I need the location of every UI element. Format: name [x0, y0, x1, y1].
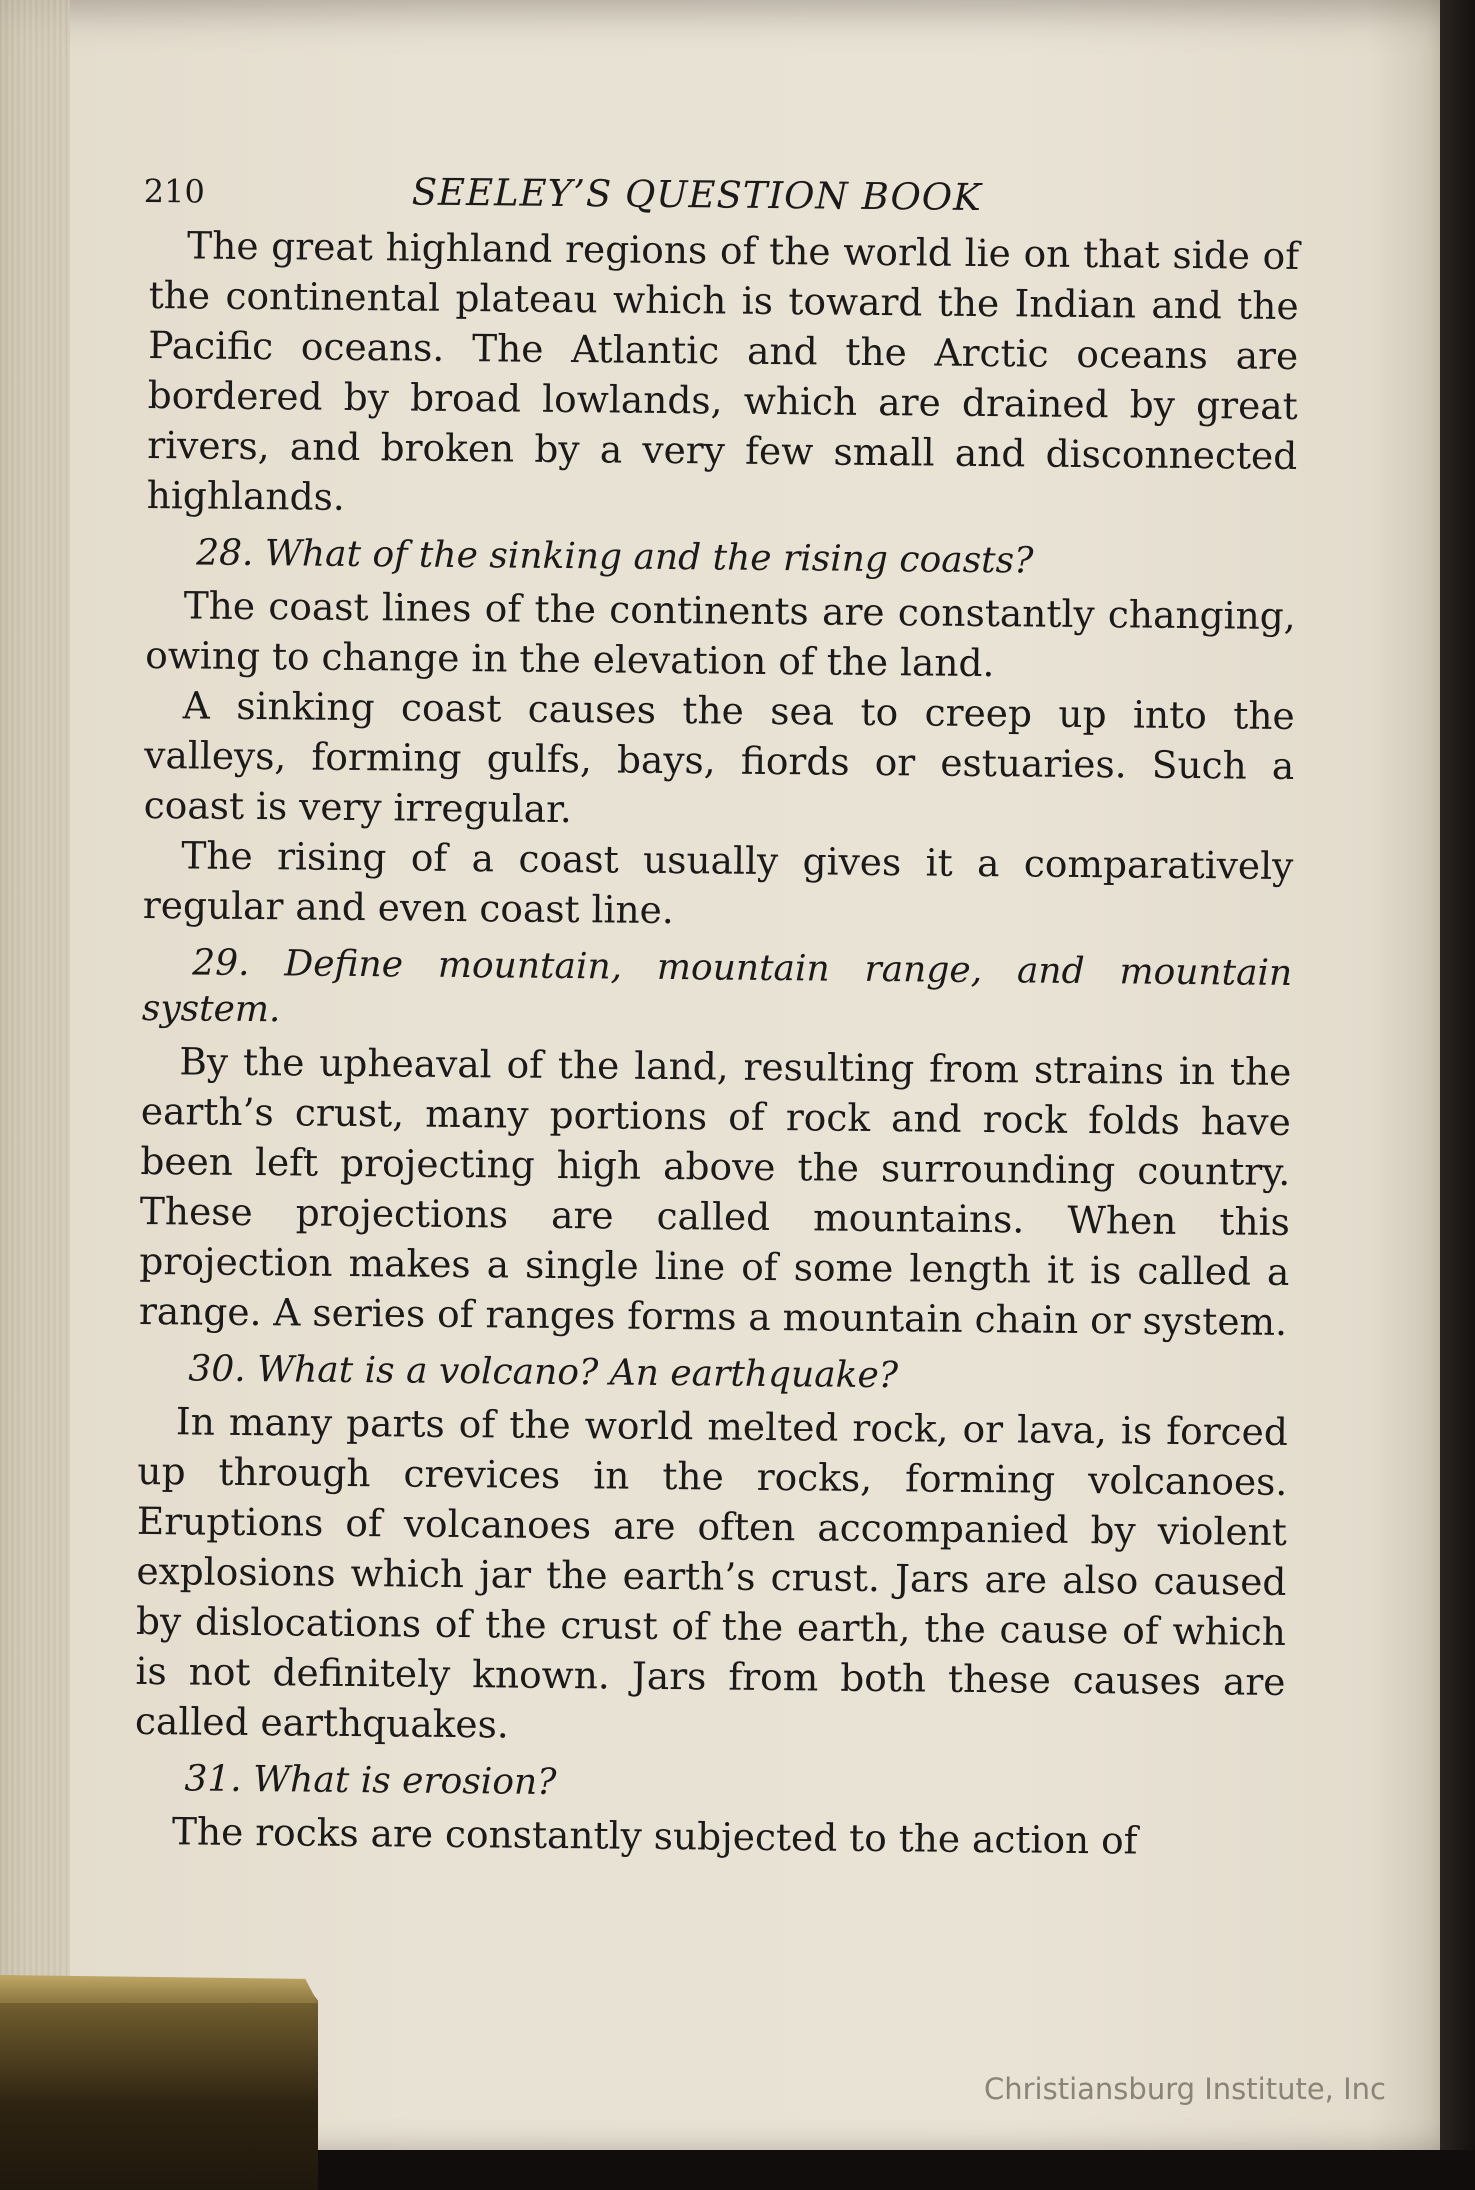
question-heading: 28. What of the sinking and the rising coasts? [196, 532, 1034, 582]
paragraph: The coast lines of the continents are constantly changing, owing to change in the elevation of the land. [145, 583, 1296, 686]
question-heading: 31. What is erosion? [184, 1758, 557, 1803]
question-heading: 29. Define mountain, mountain range, and mountain system. [141, 942, 1293, 1031]
wooden-block [0, 1975, 318, 2190]
page-header [143, 160, 1300, 231]
paragraph: By the upheaval of the land, resulting from strains in the earth’s crust, many portions of rock and rock folds have been left projecting high above the surrounding country. These projections are called mountains. When this projection makes a single line of some length it is called a range. A series of ranges forms a mountain chain or system. [138, 1039, 1292, 1344]
wooden-block-top [0, 1975, 318, 2003]
paragraph: The great highland regions of the world lie on that side of the continental plateau which is toward the Indian and the Pacific oceans. The Atlantic and the Arctic oceans are bordered by broad lowlands, which are drained by great rivers, and broken by a very few small and disconnected highlands. [146, 223, 1300, 519]
page-content [134, 160, 1300, 1867]
watermark: Christiansburg Institute, Inc [984, 2072, 1386, 2106]
page-number: 210 [143, 171, 205, 211]
right-background [1440, 0, 1475, 2190]
running-title: SEELEY’S QUESTION BOOK [411, 170, 982, 219]
paragraph: A sinking coast causes the sea to creep up into the valleys, forming gulfs, bays, fiords or estuaries. Such a coast is very irregular. [143, 683, 1295, 832]
paragraph: The rocks are constantly subjected to the action of [171, 1809, 1138, 1863]
page-edge [0, 0, 70, 2150]
question-heading: 30. What is a volcano? An earthquake? [188, 1348, 899, 1397]
paragraph: The rising of a coast usually gives it a comparatively regular and even coast line. [142, 833, 1294, 933]
paragraph: In many parts of the world melted rock, or lava, is forced up through crevices in the rocks, forming volcanoes. Eruptions of volcanoes are often accompanied by violent explosions which jar the earth’s crust. Jars are also caused by dislocations of the crust of the earth, the cause of which is not definitely known. Jars from both these causes are called earthquakes. [134, 1399, 1289, 1747]
